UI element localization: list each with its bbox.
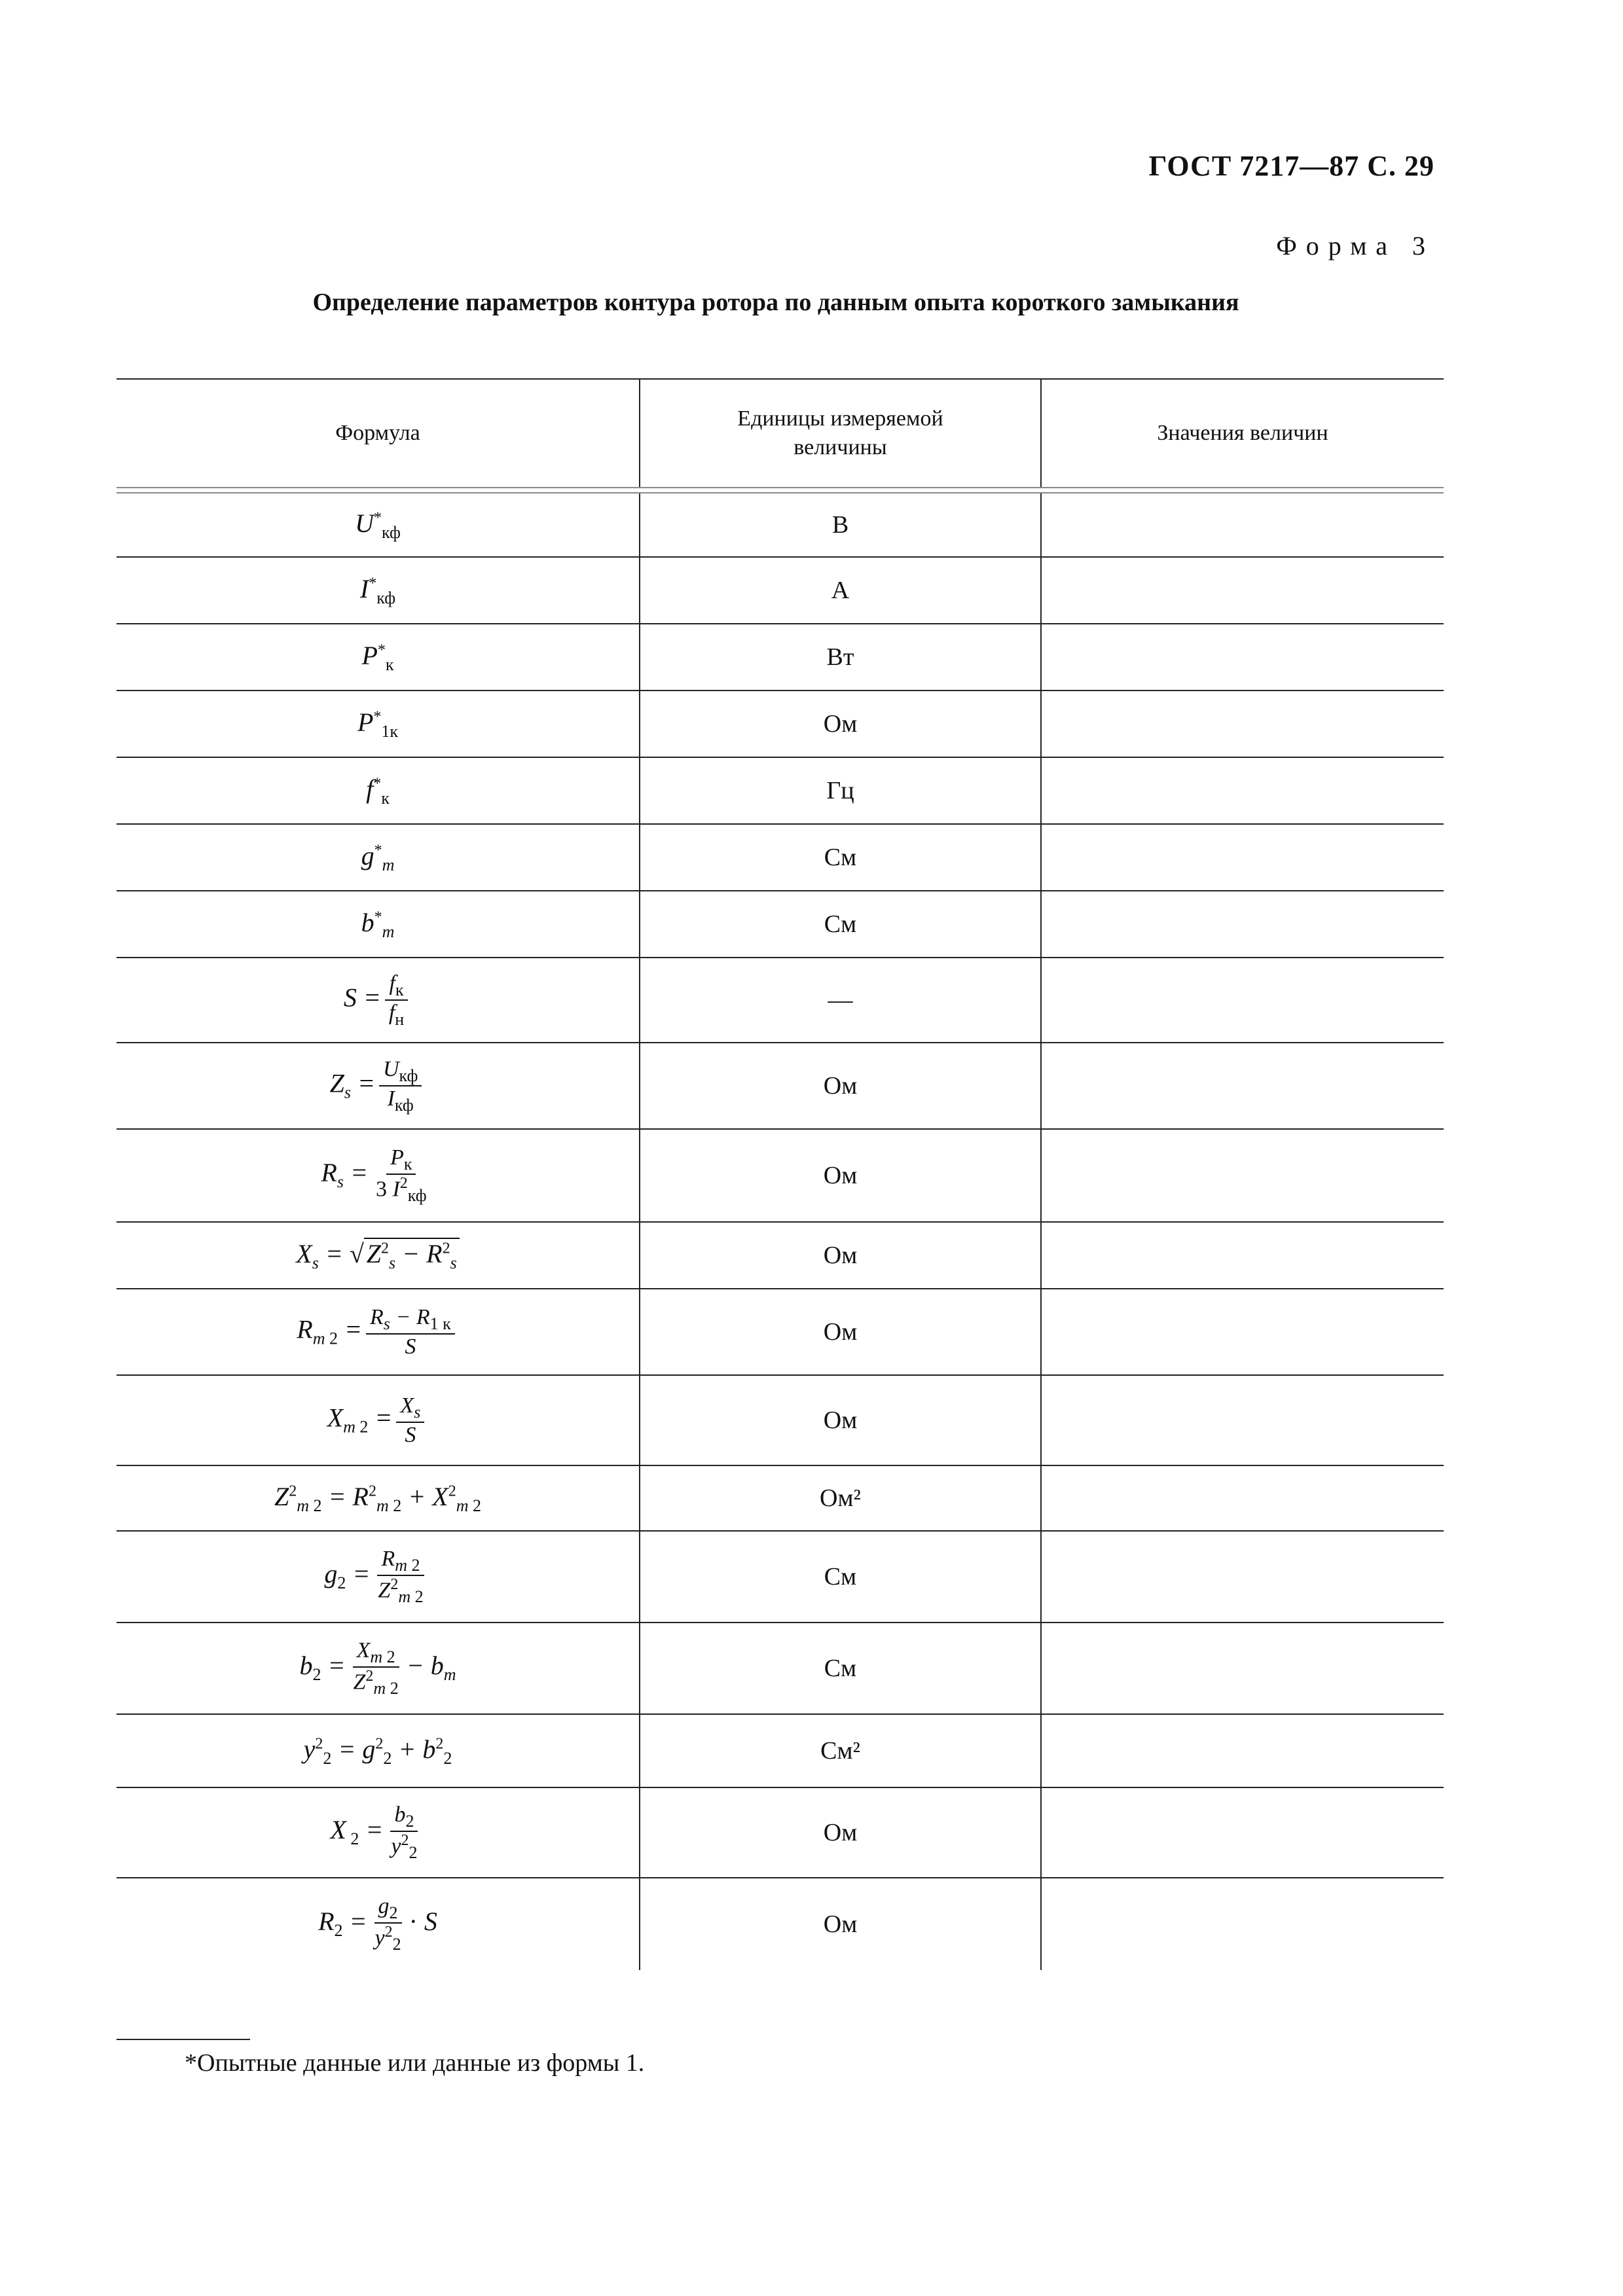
table-row [117, 825, 1444, 891]
formula: S = $\frac{f_к}{f_н}$ [344, 971, 412, 1030]
value-cell [1042, 624, 1444, 690]
formula-cell [117, 624, 640, 690]
table-row [117, 958, 1444, 1043]
unit-cell: См [640, 1623, 1042, 1713]
formula: $y^2_2 = g^2_2 + b^2_2$ [303, 1734, 452, 1768]
formula-cell [117, 691, 640, 757]
value-cell [1042, 1223, 1444, 1288]
table-row [117, 1289, 1444, 1376]
table-header-row [117, 378, 1444, 487]
value-cell [1042, 1532, 1444, 1622]
table-row [117, 1466, 1444, 1532]
table-row [117, 624, 1444, 691]
unit-cell: Ом [640, 1376, 1042, 1465]
formula: $R_m$ $_2$ = $\frac{R_s - R_{1 к}}{S}$ [297, 1305, 458, 1359]
unit-cell: См [640, 825, 1042, 890]
formula-cell [117, 1043, 640, 1128]
formula: $R_s$ = $\frac{P_к}{3 I^2_{кф}}$ [321, 1145, 427, 1206]
formula: $b^*_m$ [361, 907, 395, 941]
footnote-rule [117, 2039, 250, 2040]
unit-cell: Ом [640, 691, 1042, 757]
table-row [117, 1878, 1444, 1970]
formula: $X_s$ = √ $Z^2_s - R^2_s$ [296, 1238, 459, 1273]
formula-cell [117, 1289, 640, 1374]
table-row [117, 691, 1444, 758]
header-units: Единицы измеряемой величины [640, 380, 1042, 487]
unit-cell: Вт [640, 624, 1042, 690]
unit-cell: Ом [640, 1878, 1042, 1970]
unit-cell: Ом² [640, 1466, 1042, 1530]
footnote: *Опытные данные или данные из формы 1. [185, 2049, 645, 2077]
value-cell [1042, 1788, 1444, 1877]
formula-cell [117, 493, 640, 556]
table-row [117, 1788, 1444, 1878]
unit-cell: Ом [640, 1223, 1042, 1288]
formula: $P^*_к$ [361, 640, 394, 674]
formula-cell [117, 825, 640, 890]
document-title: Определение параметров контура ротора по данным опыта короткого замыкания [312, 289, 1239, 316]
value-cell [1042, 958, 1444, 1042]
unit-cell: См² [640, 1715, 1042, 1787]
value-cell [1042, 891, 1444, 957]
formula: $Z_s$ = $\frac{U_{кф}}{I_{кф}}$ [330, 1057, 426, 1115]
unit-cell: Ом [640, 1130, 1042, 1221]
table-row [117, 1532, 1444, 1623]
value-cell [1042, 1715, 1444, 1787]
table-row [117, 1715, 1444, 1788]
formula: $U^*_{кф}$ [355, 508, 401, 542]
header-formula: Формула [117, 380, 640, 487]
value-cell [1042, 1878, 1444, 1970]
table-row [117, 1223, 1444, 1289]
value-cell [1042, 691, 1444, 757]
value-cell [1042, 1130, 1444, 1221]
unit-cell: См [640, 891, 1042, 957]
formula: $Z^2_m$ $_2 = R^2_m$ $_2 + X^2_m$ $_2$ [274, 1481, 481, 1515]
formula: $I^*_{кф}$ [359, 573, 396, 607]
formula-cell [117, 1223, 640, 1288]
value-cell [1042, 493, 1444, 556]
formula: $g^*_m$ [361, 840, 395, 874]
formula: X $_2$ = $\frac{b_2}{y^2_2}$ [330, 1802, 418, 1863]
parameters-table [117, 378, 1444, 1970]
header-double-rule [117, 487, 1444, 493]
formula-cell [117, 1715, 640, 1787]
formula-cell [117, 758, 640, 823]
formula-cell [117, 558, 640, 623]
formula-cell [117, 1130, 640, 1221]
formula-cell [117, 891, 640, 957]
formula-cell [117, 1466, 640, 1530]
value-cell [1042, 758, 1444, 823]
value-cell [1042, 1289, 1444, 1374]
formula: $g_2$ = $\frac{R_m _2}{Z^2_m _2}$ [324, 1546, 424, 1607]
value-cell [1042, 1043, 1444, 1128]
table-row [117, 1130, 1444, 1223]
table-row [117, 758, 1444, 825]
table-row [117, 493, 1444, 558]
header-values: Значения величин [1157, 421, 1328, 445]
unit-cell: Ом [640, 1289, 1042, 1374]
formula: $b_2$ = $\frac{X_m _2}{Z^2_m _2}$ − $b_m$ [299, 1638, 456, 1698]
formula-cell [117, 1532, 640, 1622]
formula-cell [117, 958, 640, 1042]
table-row [117, 1376, 1444, 1466]
value-cell [1042, 1466, 1444, 1530]
formula: $P^*_{1к}$ [357, 707, 399, 741]
formula: $f^*_к$ [366, 774, 390, 808]
value-cell [1042, 1376, 1444, 1465]
unit-cell: В [640, 493, 1042, 556]
formula-cell [117, 1623, 640, 1713]
form-label: Форма 3 [1276, 231, 1434, 260]
formula-cell [117, 1788, 640, 1877]
formula-cell [117, 1376, 640, 1465]
formula: $R_2$ = $\frac{g_2}{y^2_2}$ · S [318, 1893, 437, 1954]
table-row [117, 891, 1444, 958]
value-cell [1042, 825, 1444, 890]
formula-cell [117, 1878, 640, 1970]
unit-cell: — [640, 958, 1042, 1042]
table-row [117, 1043, 1444, 1130]
value-cell [1042, 558, 1444, 623]
unit-cell: А [640, 558, 1042, 623]
unit-cell: См [640, 1532, 1042, 1622]
page-header: ГОСТ 7217—87 С. 29 [1148, 150, 1434, 182]
table-row [117, 1623, 1444, 1715]
table-row [117, 558, 1444, 624]
unit-cell: Гц [640, 758, 1042, 823]
unit-cell: Ом [640, 1788, 1042, 1877]
value-cell [1042, 1623, 1444, 1713]
formula: $X_m$ $_2$ = $\frac{X_s}{S}$ [327, 1393, 429, 1448]
unit-cell: Ом [640, 1043, 1042, 1128]
